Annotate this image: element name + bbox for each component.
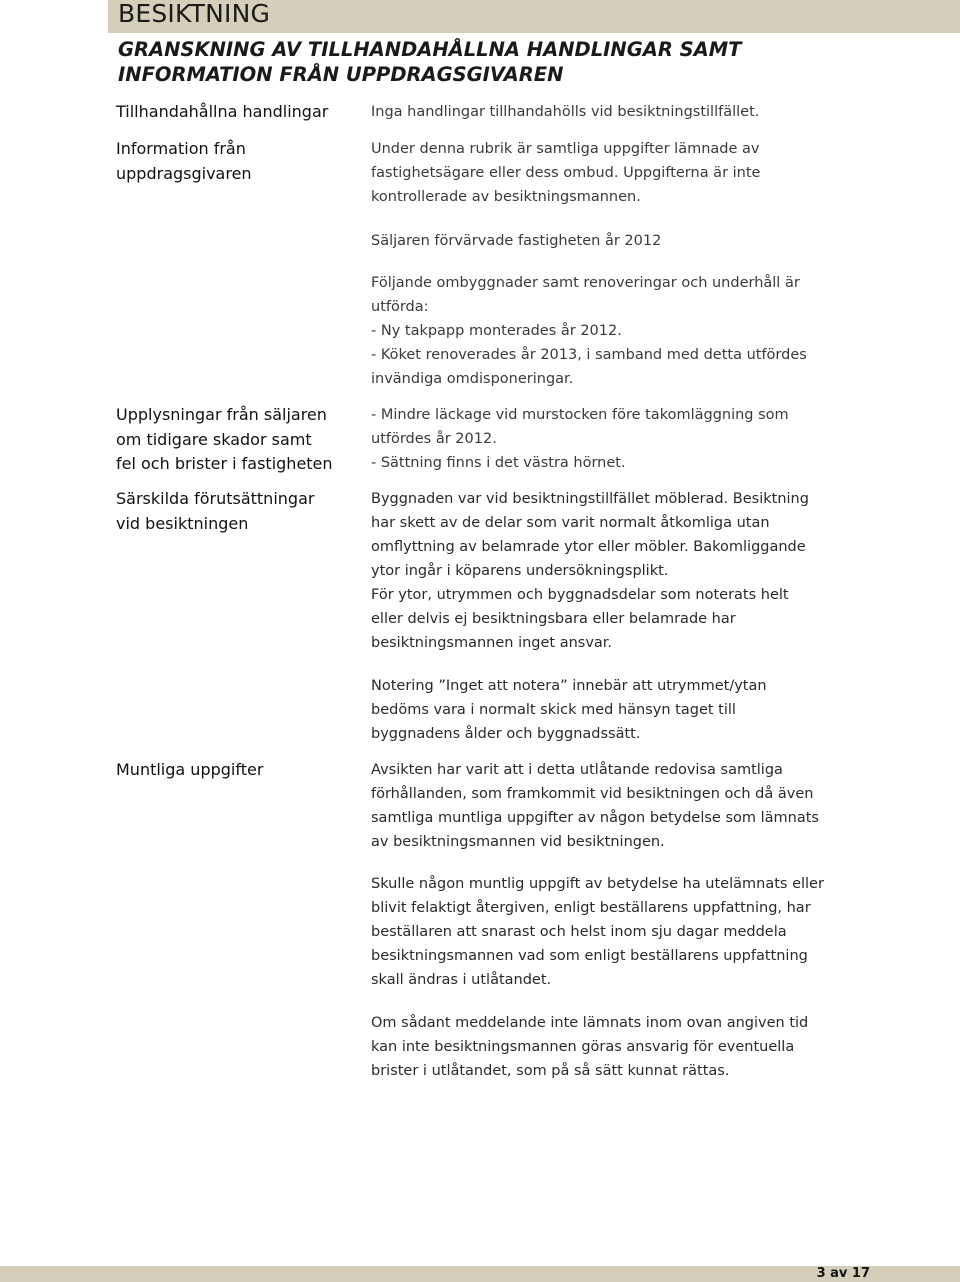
renovation-item: - Ny takpapp monterades år 2012. <box>371 323 622 339</box>
label-upplysningar: Upplysningar från säljaren om tidigare skador samt fel och brister i fastigheten <box>116 405 333 473</box>
label-muntliga: Muntliga uppgifter <box>116 760 264 779</box>
section-title: GRANSKNING AV TILLHANDAHÅLLNA HANDLINGAR SAMT INFORMATION FRÅN UPPDRAGSGIVAREN <box>118 38 742 86</box>
label-handlingar: Tillhandahållna handlingar <box>116 102 329 121</box>
page-number: 3 av 17 <box>816 1266 870 1281</box>
damage-item: - Mindre läckage vid murstocken före takomläggning som utfördes år 2012. <box>371 407 789 447</box>
text-forutsattningar-1b: För ytor, utrymmen och byggnadsdelar som noterats helt eller delvis ej besiktningsbara eller belamrade har besiktningsmannen inget ansvar. <box>371 587 789 651</box>
label-forutsattningar: Särskilda förutsättningar vid besiktningen <box>116 489 315 533</box>
damages-list <box>371 403 811 475</box>
text-information: Under denna rubrik är samtliga uppgifter lämnade av fastighetsägare eller dess ombud. Uppgifterna är inte kontrollerade av besiktningsmannen. <box>371 141 761 205</box>
text-forutsattningar-2: Notering ”Inget att notera” innebär att utrymmet/ytan bedöms vara i normalt skick med hänsyn taget till byggnadens ålder och byggnadssätt. <box>371 678 767 742</box>
renovations-list <box>371 271 831 391</box>
renovation-item: - Köket renoverades år 2013, i samband med detta utfördes invändiga omdisponeringar. <box>371 347 807 387</box>
text-muntliga-3: Om sådant meddelande inte lämnats inom ovan angiven tid kan inte besiktningsmannen göras ansvarig för eventuella brister i utlåtandet, som på så sätt kunnat rättas. <box>371 1015 809 1079</box>
text-forutsattningar-1: Byggnaden var vid besiktningstillfället möblerad. Besiktning har skett av de delar som varit normalt åtkomliga utan omflyttning av belamrade ytor eller möbler. Bakomliggande ytor ingår i köparens undersökningsplikt. <box>371 491 809 579</box>
text-handlingar: Inga handlingar tillhandahölls vid besiktningstillfället. <box>371 104 760 120</box>
text-muntliga-2: Skulle någon muntlig uppgift av betydelse ha utelämnats eller blivit felaktigt återgiven, enligt beställarens uppfattning, har beställaren att snarast och helst inom sju dagar meddela besiktningsmannen vad som enligt beställarens uppfattning skall ändras i utlåtandet. <box>371 876 824 988</box>
text-muntliga-1: Avsikten har varit att i detta utlåtande redovisa samtliga förhållanden, som framkommit vid besiktningen och då även samtliga muntliga uppgifter av någon betydelse som lämnats av besiktningsmannen vid besiktningen. <box>371 762 819 850</box>
damage-item: - Sättning finns i det västra hörnet. <box>371 455 626 471</box>
text-forvarv: Säljaren förvärvade fastigheten år 2012 <box>371 233 662 249</box>
label-information: Information från uppdragsgivaren <box>116 139 252 183</box>
renovations-intro: Följande ombyggnader samt renoveringar och underhåll är utförda: <box>371 275 800 315</box>
document-title: BESIKTNING <box>118 0 271 28</box>
